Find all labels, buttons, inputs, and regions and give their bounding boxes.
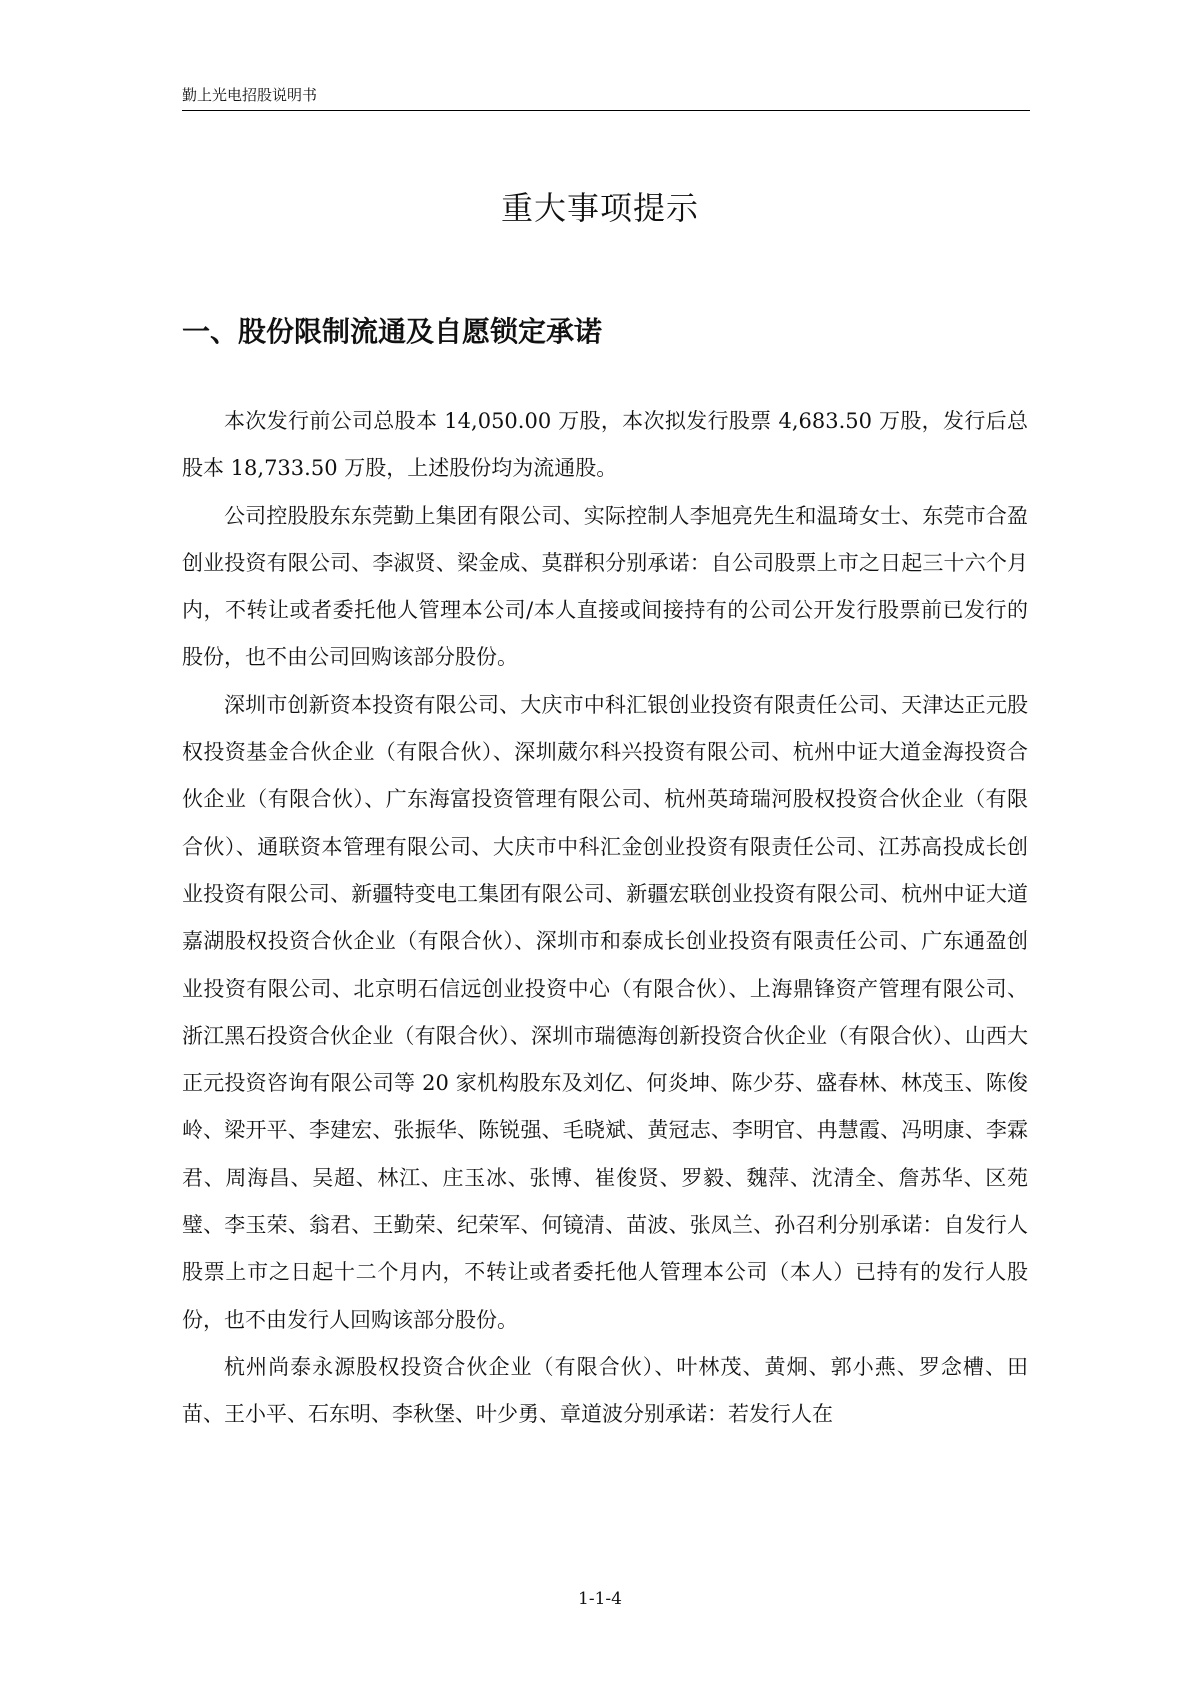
paragraph: 杭州尚泰永源股权投资合伙企业（有限合伙）、叶林茂、黄炯、郭小燕、罗念槽、田苗、王小平、石东明、李秋堡、叶少勇、章道波分别承诺：若发行人在 — [182, 1354, 1028, 1427]
page-title: 重大事项提示 — [500, 189, 699, 227]
document-body — [182, 398, 1028, 1439]
page-header: 勤上光电招股说明书 — [182, 84, 1030, 111]
paragraph: 深圳市创新资本投资有限公司、大庆市中科汇银创业投资有限责任公司、天津达正元股权投资基金合伙企业（有限合伙）、深圳葳尔科兴投资有限公司、杭州中证大道金海投资合伙企业（有限合伙）、广东海富投资管理有限公司、杭州英琦瑞河股权投资合伙企业（有限合伙）、通联资本管理有限公司、大庆市中科汇金创业投资有限责任公司、江苏高投成长创业投资有限公司、新疆特变电工集团有限公司、新疆宏联创业投资有限公司、杭州中证大道嘉湖股权投资合伙企业（有限合伙）、深圳市和泰成长创业投资有限责任公司、广东通盈创业投资有限公司、北京明石信远创业投资中心（有限合伙）、上海鼎锋资产管理有限公司、浙江黑石投资合伙企业（有限合伙）、深圳市瑞德海创新投资合伙企业（有限合伙）、山西大正元投资咨询有限公司等 20 家机构股东及刘亿、何炎坤、陈少芬、盛春林、林茂玉、陈俊岭、梁开平、李建宏、张振华、陈锐强、毛晓斌、黄冠志、李明官、冉慧霞、冯明康、李霖君、周海昌、吴超、林江、庄玉冰、张博、崔俊贤、罗毅、魏萍、沈清全、詹苏华、区苑璧、李玉荣、翁君、王勤荣、纪荣军、何镜清、苗波、张凤兰、孙召利分别承诺：自发行人股票上市之日起十二个月内，不转让或者委托他人管理本公司（本人）已持有的发行人股份，也不由发行人回购该部分股份。 — [182, 692, 1028, 1332]
page-number: 1-1-4 — [578, 1589, 622, 1609]
paragraph: 本次发行前公司总股本 14,050.00 万股，本次拟发行股票 4,683.50 万股，发行后总股本 18,733.50 万股，上述股份均为流通股。 — [182, 409, 1028, 481]
paragraph: 公司控股股东东莞勤上集团有限公司、实际控制人李旭亮先生和温琦女士、东莞市合盈创业投资有限公司、李淑贤、梁金成、莫群积分别承诺：自公司股票上市之日起三十六个月内，不转让或者委托他人管理本公司/本人直接或间接持有的公司公开发行股票前已发行的股份，也不由公司回购该部分股份。 — [182, 503, 1028, 670]
section-heading: 一、股份限制流通及自愿锁定承诺 — [182, 315, 603, 348]
